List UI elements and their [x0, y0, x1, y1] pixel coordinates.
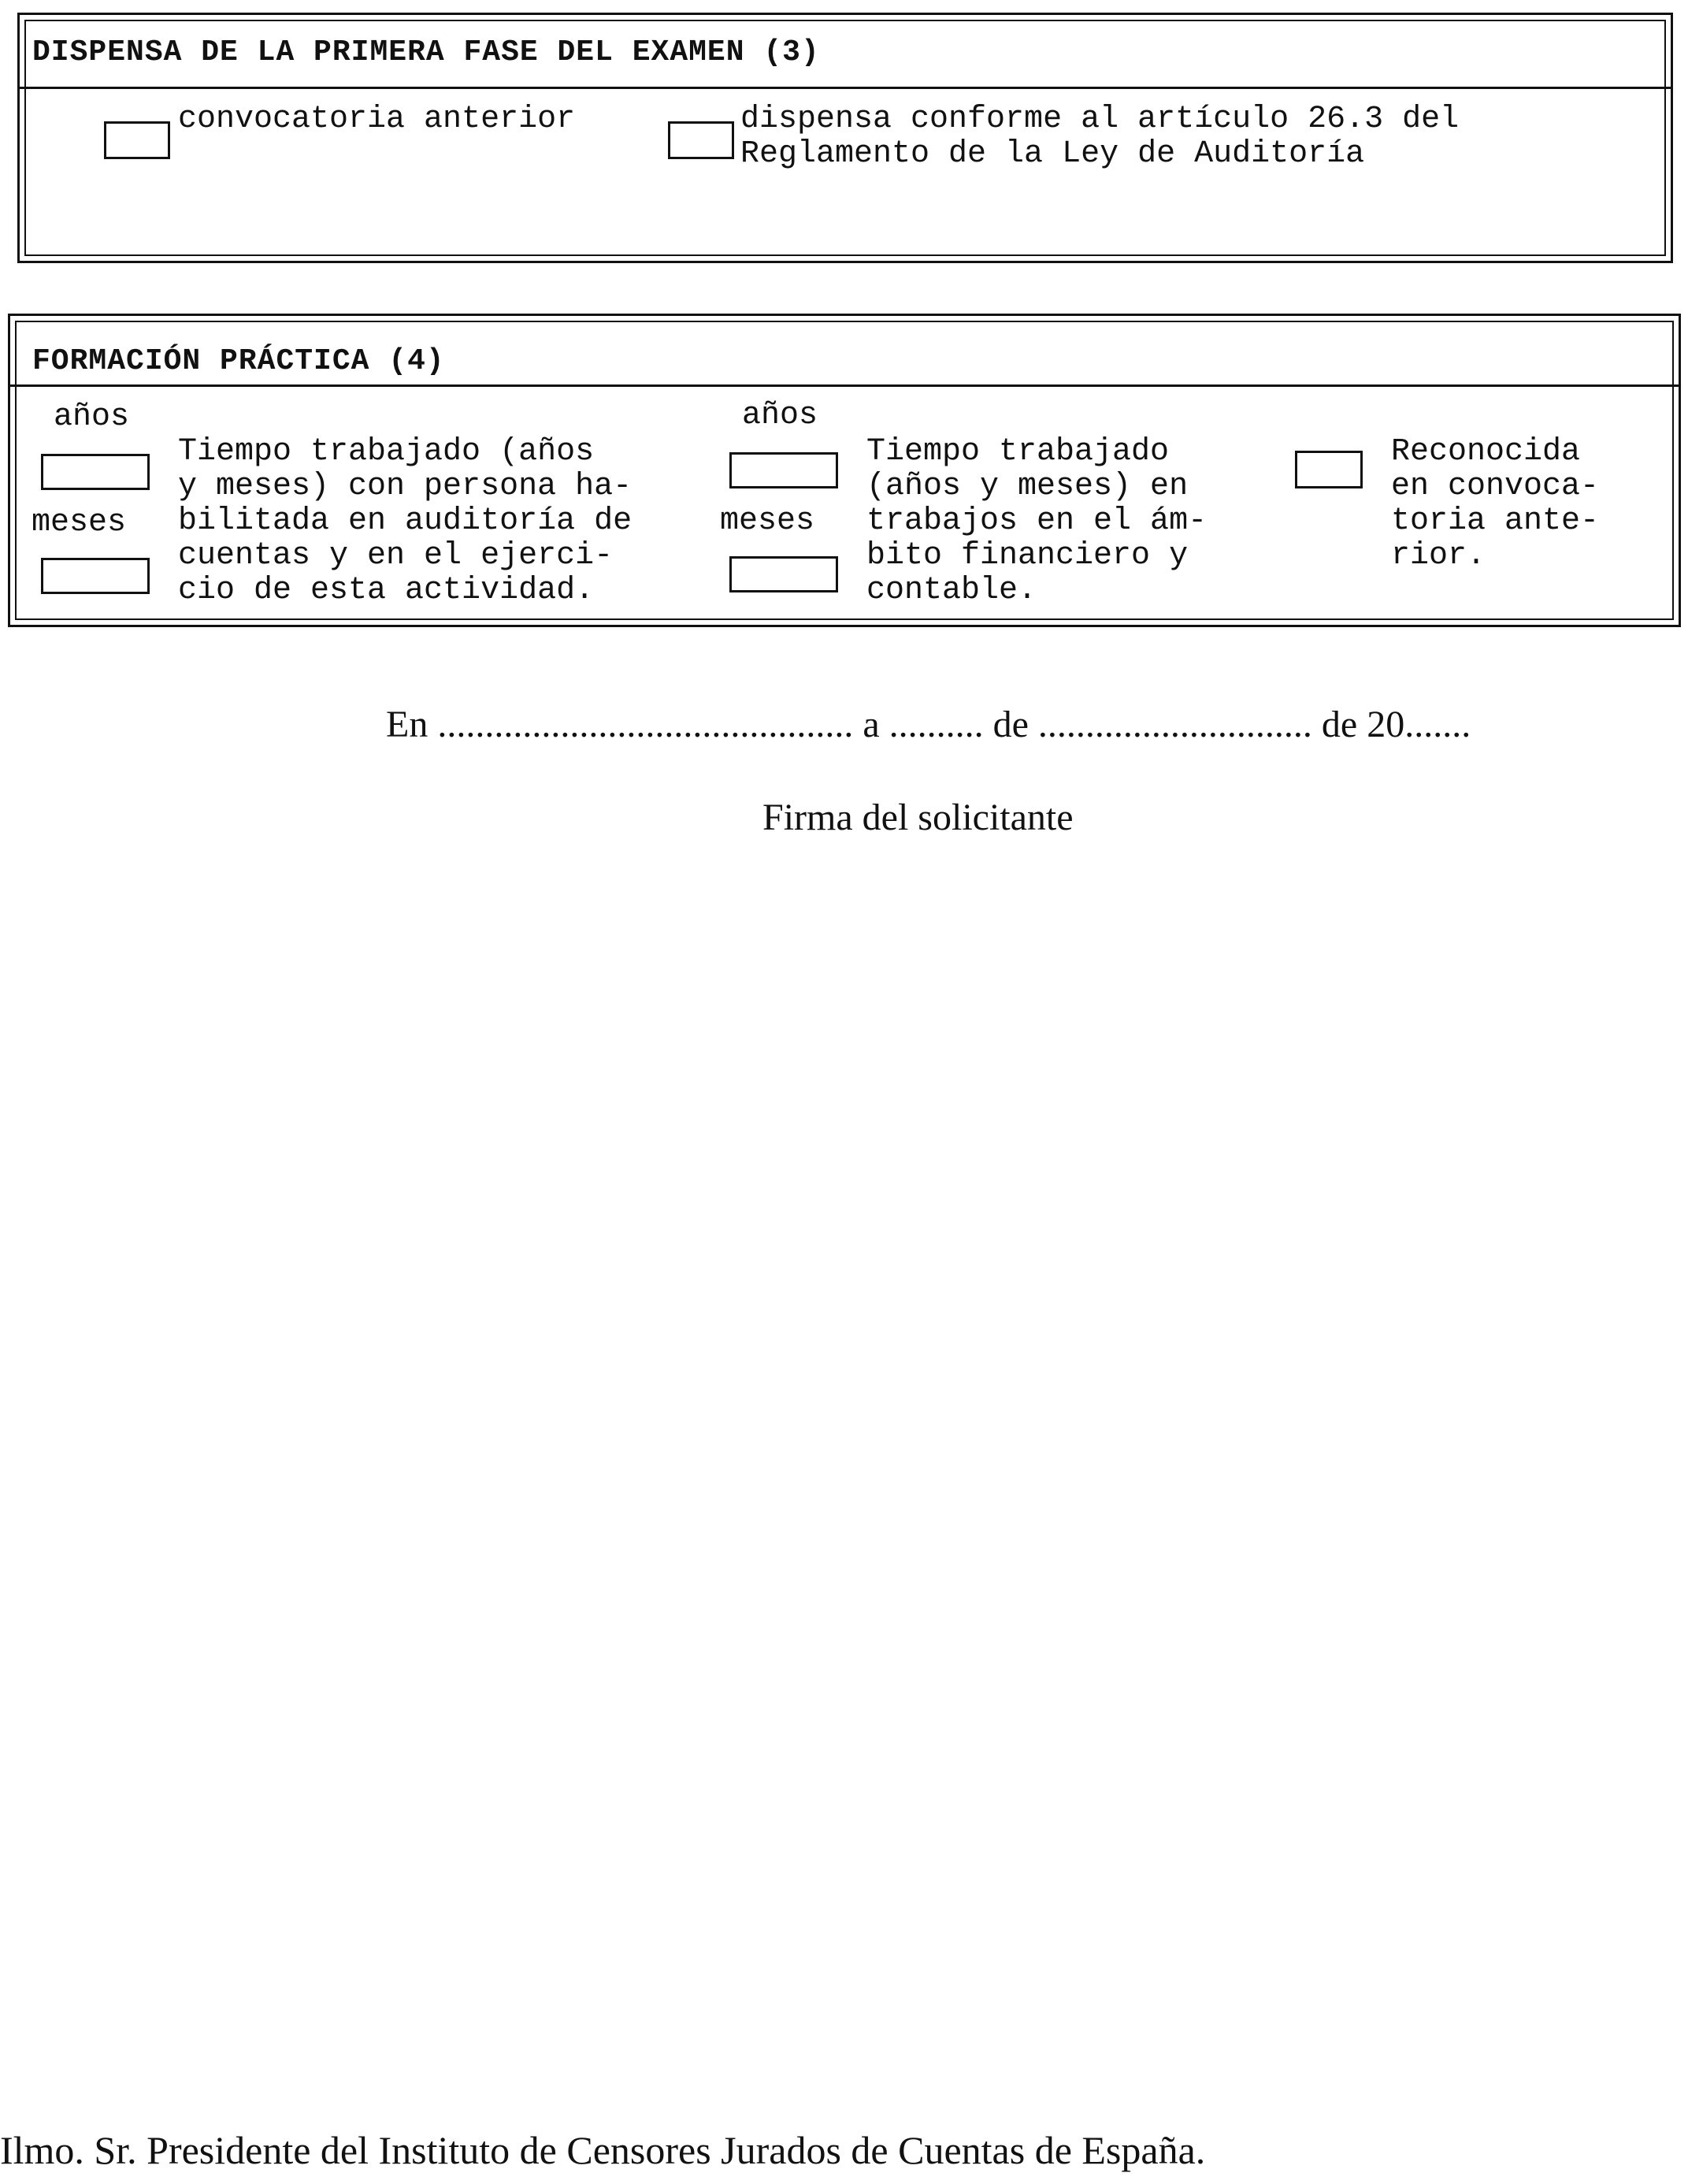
col1-text-line: cuentas y en el ejerci-: [178, 538, 614, 574]
reconocida-checkbox[interactable]: [1295, 451, 1363, 488]
formacion-title: FORMACIÓN PRÁCTICA (4): [32, 344, 445, 378]
col3-text-line: en convoca-: [1391, 469, 1600, 504]
col2-text-line: (años y meses) en: [866, 469, 1189, 504]
col1-text-line: Tiempo trabajado (años: [178, 434, 595, 470]
dispensa-title: DISPENSA DE LA PRIMERA FASE DEL EXAMEN (3): [32, 35, 820, 69]
col3-text-line: toria ante-: [1391, 503, 1600, 539]
col2-text-line: trabajos en el ám-: [866, 503, 1208, 539]
dispensa-header: [20, 15, 1671, 89]
years-input-col1[interactable]: [41, 454, 150, 490]
formacion-header: [10, 316, 1679, 387]
addressee-line: Ilmo. Sr. Presidente del Instituto de Censores Jurados de Cuentas de España.: [0, 2128, 1206, 2172]
months-label-col1: meses: [32, 505, 127, 540]
months-label-col2: meses: [720, 503, 815, 539]
dispensa-articulo-label-line2: Reglamento de la Ley de Auditoría: [740, 136, 1365, 172]
dispensa-articulo-checkbox[interactable]: [668, 121, 734, 159]
col1-text-line: y meses) con persona ha-: [178, 469, 633, 504]
convocatoria-anterior-label: convocatoria anterior: [178, 102, 576, 137]
signature-label: Firma del solicitante: [762, 797, 1074, 838]
col1-text-line: cio de esta actividad.: [178, 573, 595, 608]
col2-text-line: contable.: [866, 573, 1037, 608]
col3-text-line: rior.: [1391, 538, 1486, 574]
place-date-line: En ............................................ a .......... de ............................. de 20.......: [386, 704, 1471, 745]
years-label-col1: años: [54, 399, 130, 435]
col2-text-line: Tiempo trabajado: [866, 434, 1170, 470]
col3-text-line: Reconocida: [1391, 434, 1581, 470]
col1-text-line: bilitada en auditoría de: [178, 503, 633, 539]
years-input-col2[interactable]: [729, 452, 838, 488]
months-input-col1[interactable]: [41, 558, 150, 594]
dispensa-articulo-label-line1: dispensa conforme al artículo 26.3 del: [740, 102, 1460, 137]
months-input-col2[interactable]: [729, 556, 838, 592]
convocatoria-anterior-checkbox[interactable]: [104, 121, 170, 159]
years-label-col2: años: [742, 398, 818, 433]
col2-text-line: bito financiero y: [866, 538, 1189, 574]
